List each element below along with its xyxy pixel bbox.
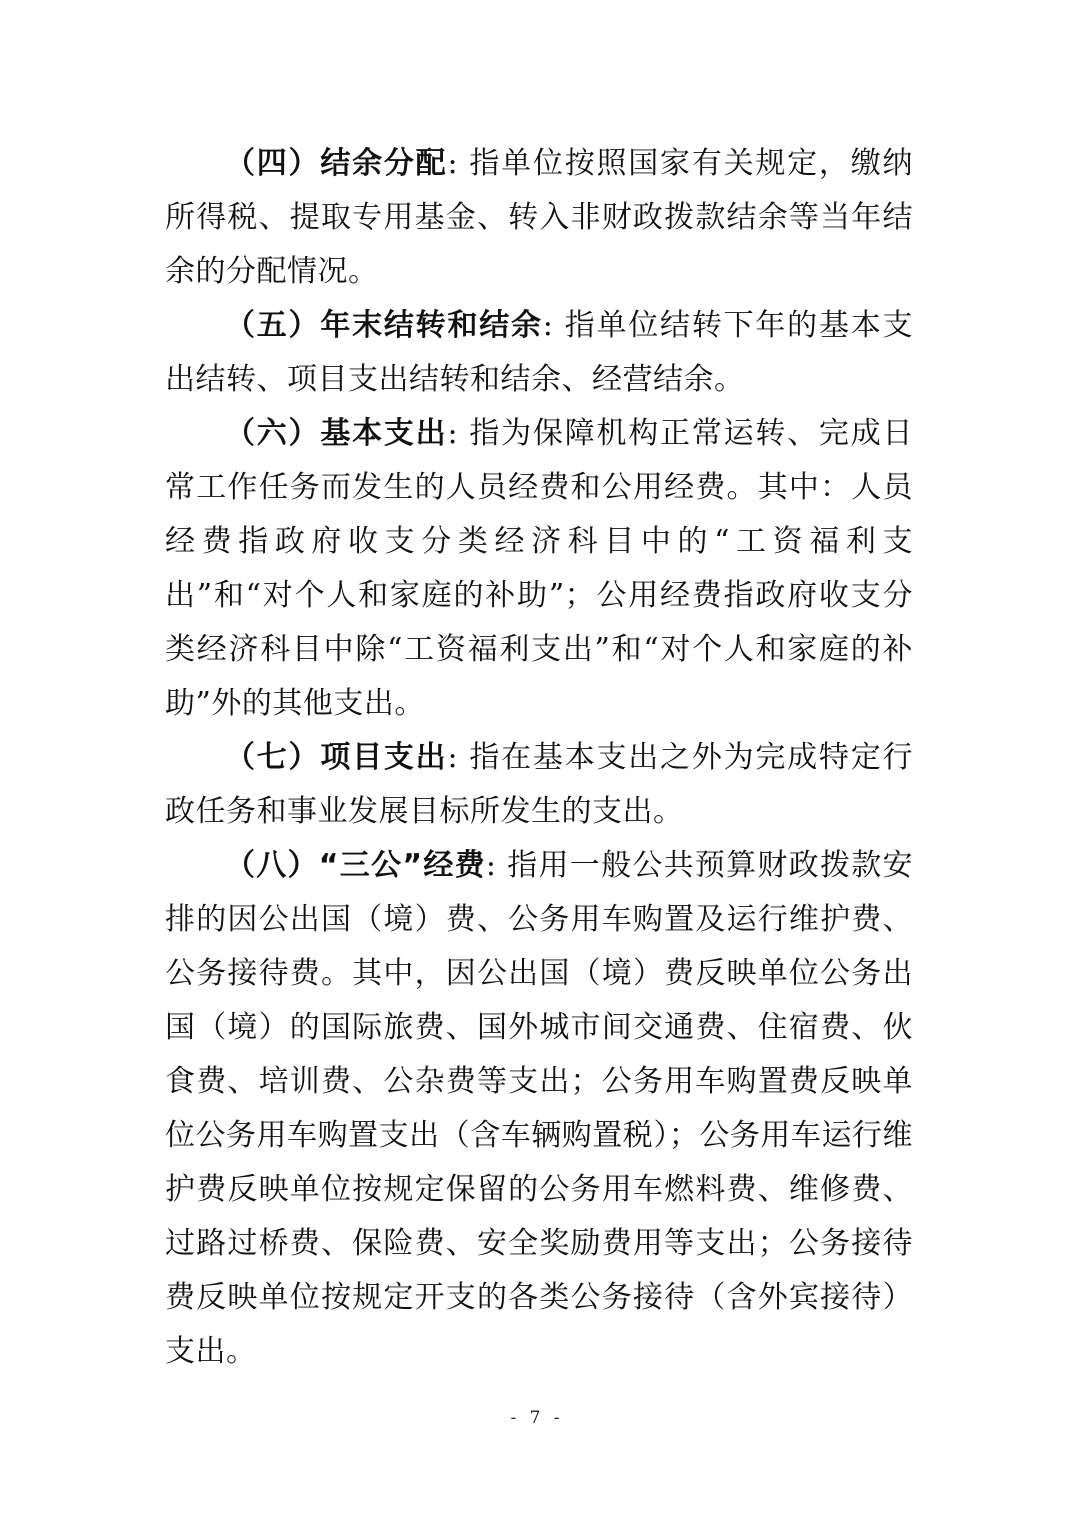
page-number: - 7 - [510, 1408, 564, 1428]
term-heading: （八）“三公”经费 [225, 848, 486, 883]
paragraph-basic-expenditure [165, 407, 913, 731]
paragraph-three-public-expenses [165, 839, 913, 1379]
paragraph-surplus-distribution [165, 137, 913, 299]
paragraph-year-end-balance [165, 299, 913, 407]
document-body [165, 137, 913, 1379]
paragraph-project-expenditure [165, 731, 913, 839]
paragraph-text: : 指在基本支出之外为完成特定行政任务和事业发展目标所发生的支出。 [165, 740, 913, 829]
paragraph-text: : 指单位按照国家有关规定，缴纳所得税、提取专用基金、转入非财政拨款结余等当年结余的分配情况。 [165, 146, 913, 289]
term-heading: （六）基本支出 [225, 416, 448, 451]
paragraph-text: : 指为保障机构正常运转、完成日常工作任务而发生的人员经费和公用经费。其中：人员经费指政府收支分类经济科目中的“工资福利支出”和“对个人和家庭的补助”；公用经费指政府收支分类经济科目中除“工资福利支出”和“对个人和家庭的补助”外的其他支出。 [165, 416, 913, 721]
term-heading: （四）结余分配 [225, 146, 448, 181]
term-heading: （七）项目支出 [225, 740, 448, 775]
paragraph-text: : 指单位结转下年的基本支出结转、项目支出结转和结余、经营结余。 [165, 308, 914, 397]
term-heading: （五）年末结转和结余 [225, 308, 543, 343]
paragraph-text: : 指用一般公共预算财政拨款安排的因公出国（境）费、公务用车购置及运行维护费、公务接待费。其中，因公出国（境）费反映单位公务出国（境）的国际旅费、国外城市间交通费、住宿费、伙食费、培训费、公杂费等支出；公务用车购置费反映单位公务用车购置支出（含车辆购置税）；公务用车运行维护费反映单位按规定保留的公务用车燃料费、维修费、过路过桥费、保险费、安全奖励费用等支出；公务接待费反映单位按规定开支的各类公务接待（含外宾接待）支出。 [165, 848, 913, 1369]
